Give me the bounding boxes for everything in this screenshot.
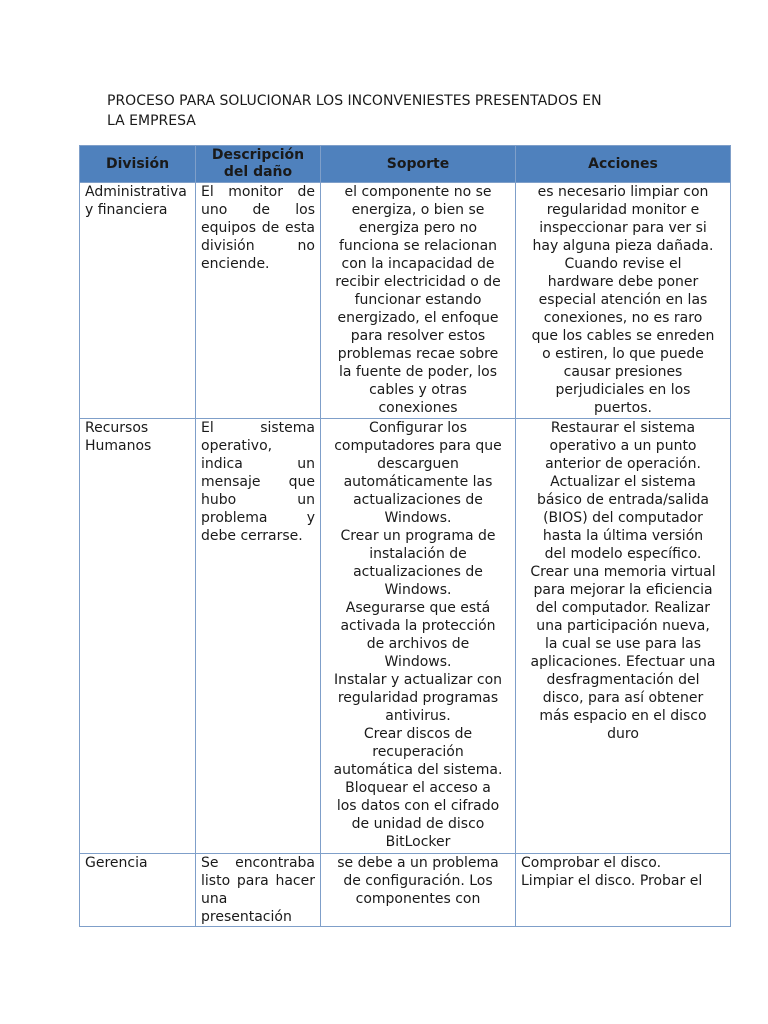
header-division: División: [80, 146, 196, 183]
table-row: [80, 183, 731, 419]
acciones-cell: [516, 419, 731, 854]
acciones-cell: [516, 854, 731, 927]
division-cell: Recursos Humanos: [80, 419, 196, 854]
descripcion-cell: [196, 854, 321, 927]
document-title: PROCESO PARA SOLUCIONAR LOS INCONVENIESTES PRESENTADOS EN LA EMPRESA: [107, 93, 602, 129]
soporte-text: el componente no se energiza, o bien se energiza pero no funciona se relacionan con la incapacidad de recibir electricidad o de funcionar estando energizado, el enfoque para resolver estos problemas recae sobre la fuente de poder, los cables y otras conexiones: [335, 184, 501, 416]
soporte-cell: [321, 183, 516, 419]
descripcion-text: Se encontraba listo para hacer una presentación: [201, 855, 315, 925]
descripcion-cell: El monitor de uno de los equipos de esta división no enciende.: [196, 183, 321, 419]
soporte-cell: [321, 419, 516, 854]
header-descripcion: Descripción del daño: [196, 146, 321, 183]
process-table: [79, 145, 731, 927]
soporte-text: Configurar los computadores para que descarguen automáticamente las actualizaciones de Windows. Crear un programa de instalación de actualizaciones de Windows. Asegurarse que está activada la protección de archivos de Windows. Instalar y actualizar con regularidad programas antivirus. Crear discos de recuperación automática del sistema. Bloquear el acceso a los datos con el cifrado de unidad de disco BitLocker: [333, 420, 503, 850]
acciones-text: Comprobar el disco. Limpiar el disco. Probar el: [521, 855, 703, 889]
table-row: [80, 419, 731, 854]
division-cell: Gerencia: [80, 854, 196, 927]
division-cell: Administrativa y financiera: [80, 183, 196, 419]
header-acciones: Acciones: [516, 146, 731, 183]
acciones-text: Restaurar el sistema operativo a un punto anterior de operación. Actualizar el sistema básico de entrada/salida (BIOS) del computador hasta la última versión del modelo específico. Crear una memoria virtual para mejorar la eficiencia del computador. Realizar una participación nueva, la cual se use para las aplicaciones. Efectuar una desfragmentación del disco, para así obtener más espacio en el disco duro: [530, 420, 716, 742]
soporte-text: se debe a un problema de configuración. Los componentes con: [337, 855, 499, 907]
table-header-row: [80, 146, 731, 183]
table-row: [80, 854, 731, 927]
descripcion-cell: El sistema operativo, indica un mensaje que hubo un problema y debe cerrarse.: [196, 419, 321, 854]
soporte-cell: [321, 854, 516, 927]
acciones-cell: [516, 183, 731, 419]
header-soporte: Soporte: [321, 146, 516, 183]
acciones-text: es necesario limpiar con regularidad monitor e inspeccionar para ver si hay alguna pieza dañada. Cuando revise el hardware debe poner especial atención en las conexiones, no es raro que los cables se enreden o estiren, lo que puede causar presiones perjudiciales en los puertos.: [531, 184, 715, 416]
